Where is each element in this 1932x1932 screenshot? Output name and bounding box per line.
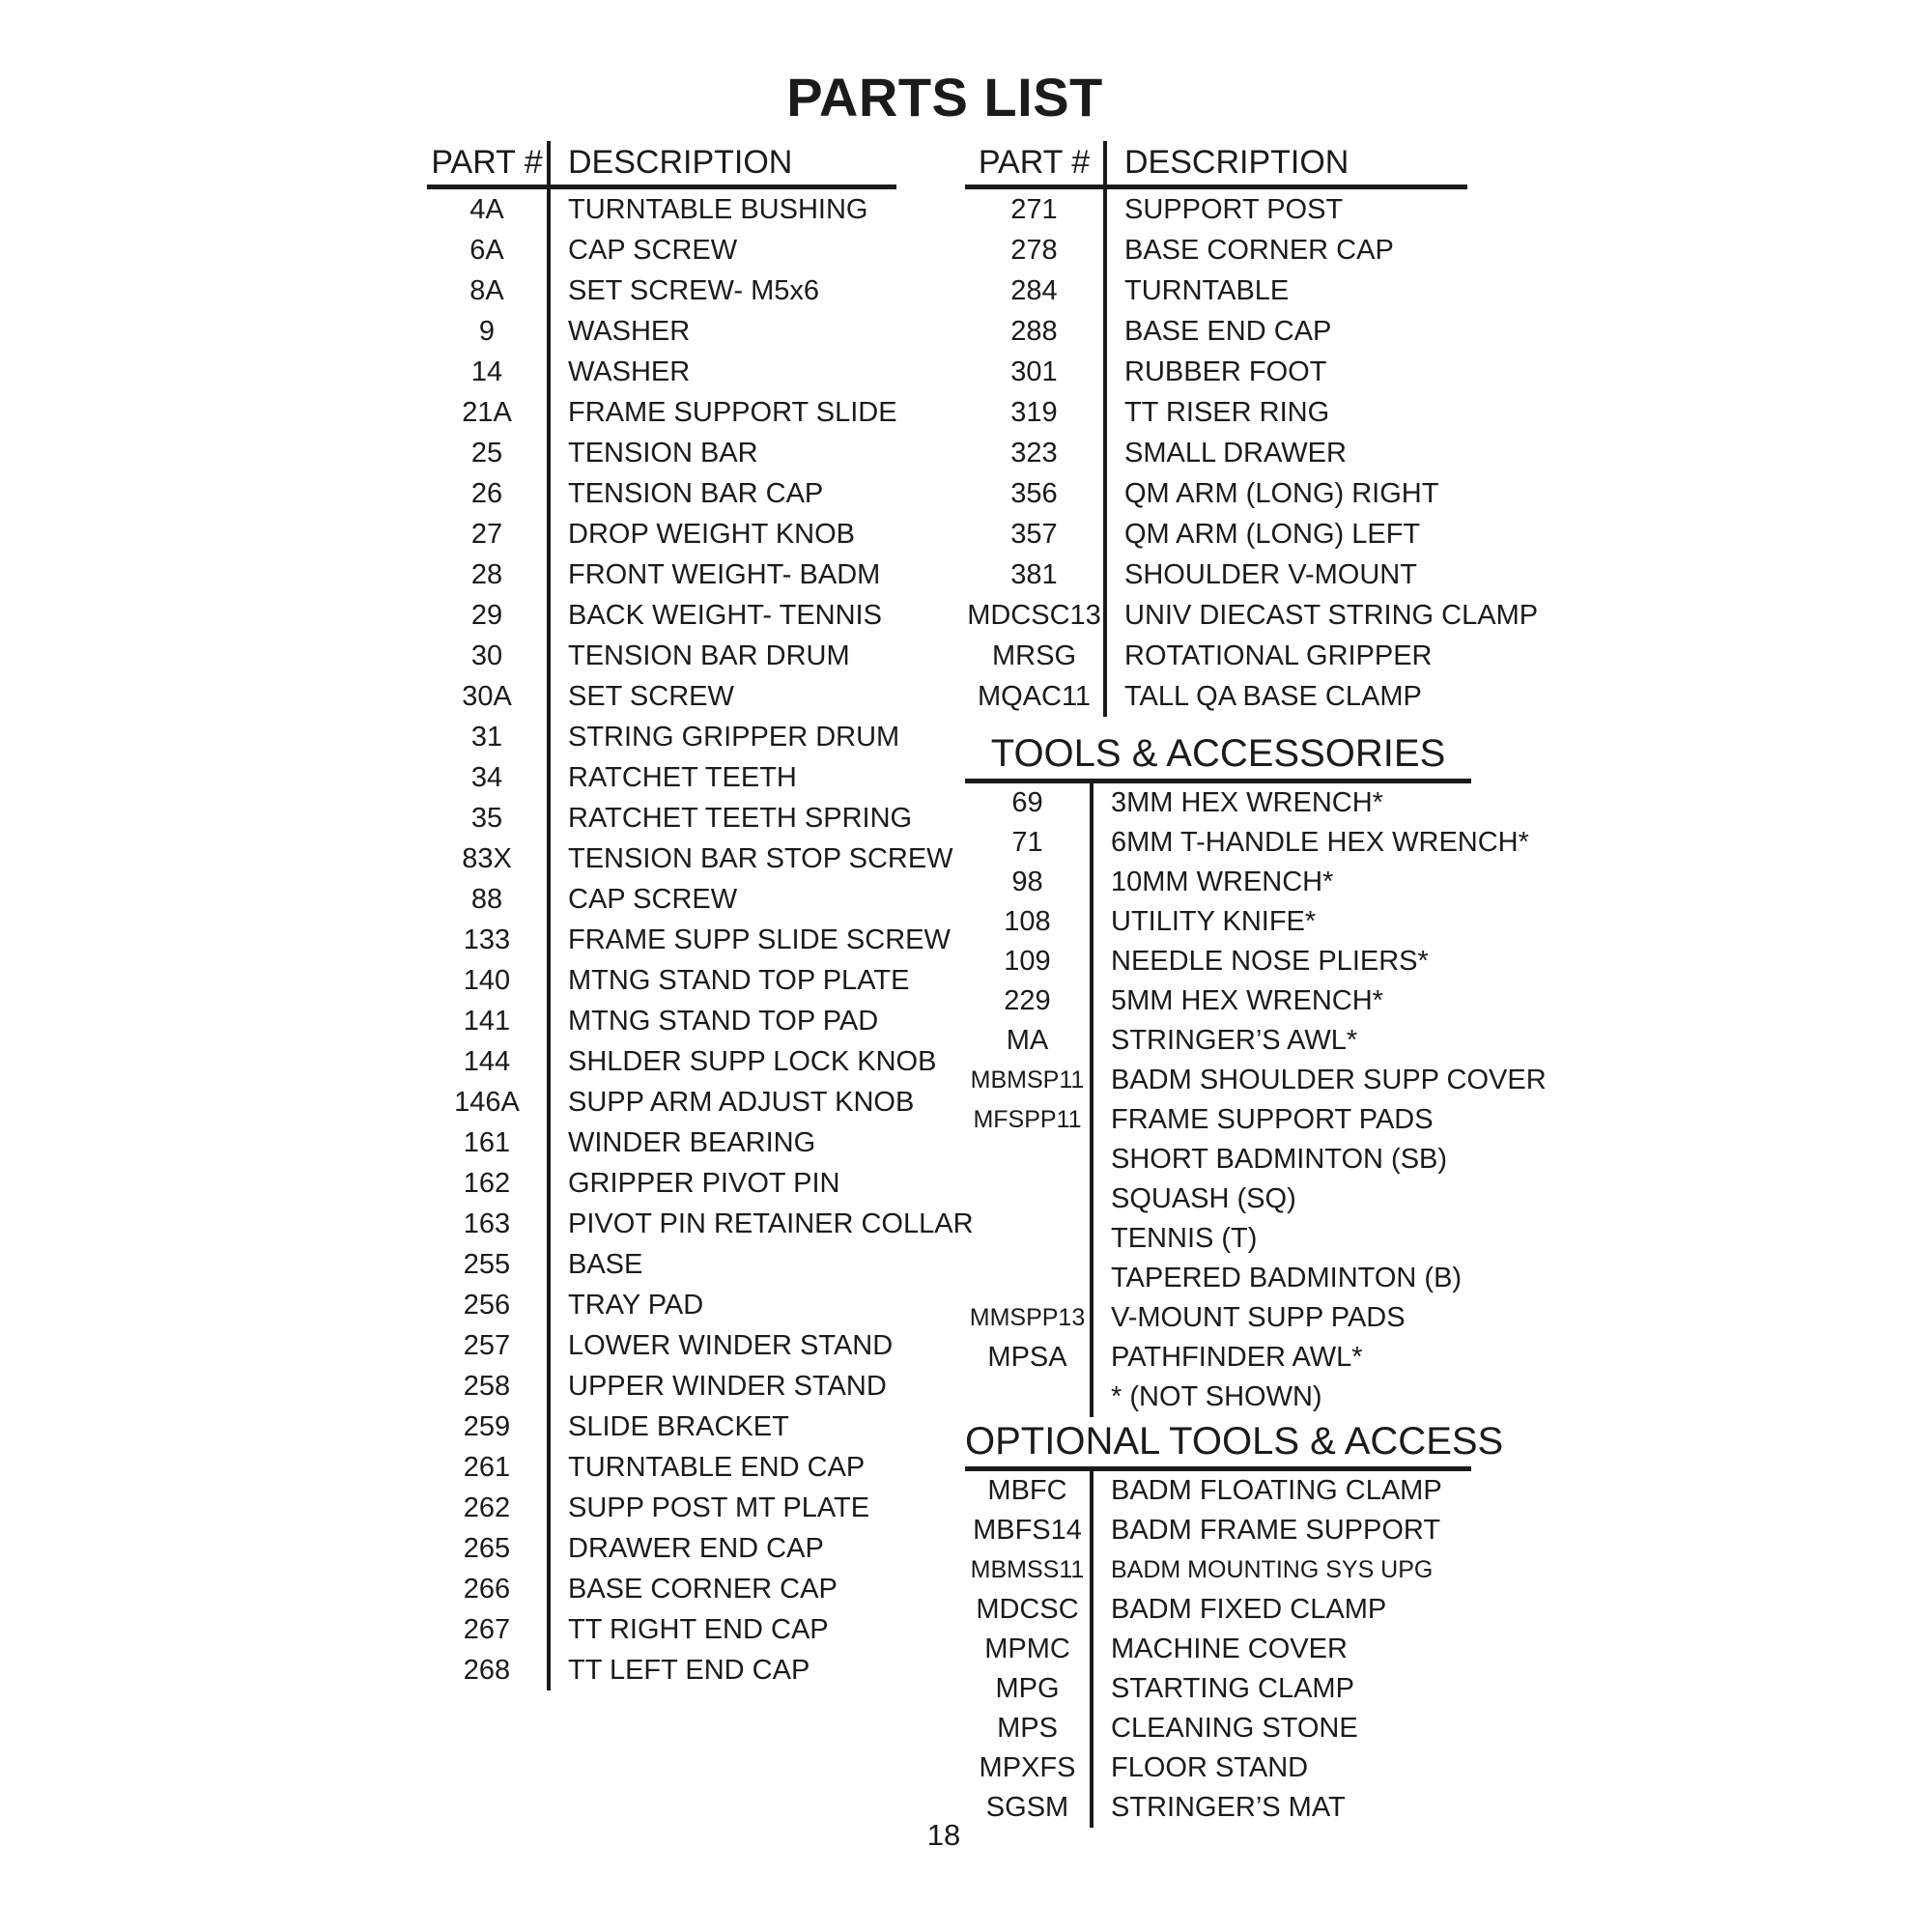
part-number-cell: 29 <box>470 599 503 631</box>
table-row <box>965 270 1467 311</box>
part-number-cell: MPMC <box>984 1634 1070 1664</box>
part-number-cell: 9 <box>478 315 496 347</box>
part-number-cell: 8A <box>469 274 504 306</box>
description-header: DESCRIPTION <box>568 144 793 181</box>
part-number-cell: 257 <box>463 1329 511 1361</box>
table-row <box>965 433 1467 473</box>
description-cell: DRAWER END CAP <box>568 1532 824 1564</box>
part-number-cell: 229 <box>1004 985 1051 1016</box>
description-cell: SLIDE BRACKET <box>568 1410 789 1442</box>
part-number-cell: 69 <box>1011 787 1043 818</box>
part-number-cell: 256 <box>463 1289 511 1321</box>
table-row <box>427 1488 896 1528</box>
description-cell: LOWER WINDER STAND <box>568 1329 894 1361</box>
description-cell: SHOULDER V-MOUNT <box>1124 558 1417 590</box>
table-row <box>427 960 910 1001</box>
part-number-cell: MMSPP13 <box>969 1304 1086 1331</box>
part-number-cell: MRSG <box>992 639 1076 671</box>
table-row <box>965 189 1467 230</box>
part-number-cell: 14 <box>470 355 503 387</box>
description-cell: BADM FLOATING CLAMP <box>1111 1475 1442 1506</box>
part-number-cell: 83X <box>462 842 512 874</box>
table-row <box>427 1609 896 1650</box>
table-row <box>427 514 896 554</box>
description-cell: WINDER BEARING <box>568 1126 816 1158</box>
description-cell: 3MM HEX WRENCH* <box>1111 787 1383 818</box>
table-row <box>965 1179 1471 1219</box>
table-row <box>427 1650 896 1690</box>
left-parts-rows <box>427 189 974 1690</box>
description-cell: 5MM HEX WRENCH* <box>1111 985 1383 1016</box>
description-cell: PATHFINDER AWL* <box>1111 1342 1363 1373</box>
table-row <box>965 1709 1471 1748</box>
description-cell: TT RISER RING <box>1124 396 1330 428</box>
part-number-cell: 35 <box>470 802 503 834</box>
left-parts-table <box>427 141 974 1690</box>
part-number-cell: MPG <box>995 1673 1060 1704</box>
description-cell: STRINGER’S MAT <box>1111 1792 1346 1823</box>
part-number-cell: 108 <box>1004 906 1051 937</box>
description-cell: FRAME SUPPORT SLIDE <box>568 396 897 428</box>
table-row <box>965 554 1467 595</box>
table-row <box>965 1511 1471 1550</box>
column-divider <box>547 141 551 1690</box>
description-cell: TALL QA BASE CLAMP <box>1124 680 1422 712</box>
part-number-cell: 25 <box>470 437 503 469</box>
part-number-cell: 141 <box>463 1005 511 1037</box>
description-cell: SUPPORT POST <box>1124 193 1344 225</box>
table-header-row <box>965 141 1467 189</box>
description-cell: GRIPPER PIVOT PIN <box>568 1167 840 1199</box>
table-row <box>965 676 1467 717</box>
description-cell: TENSION BAR <box>568 437 758 469</box>
description-cell: V-MOUNT SUPP PADS <box>1111 1302 1406 1333</box>
description-cell: TENNIS (T) <box>1111 1223 1258 1254</box>
table-row <box>427 920 951 960</box>
table-row <box>427 270 896 311</box>
description-cell: RATCHET TEETH <box>568 761 797 793</box>
description-cell: ROTATIONAL GRIPPER <box>1124 639 1433 671</box>
part-number-cell: MQAC11 <box>977 680 1092 712</box>
table-row <box>965 823 1529 863</box>
description-cell: CAP SCREW <box>568 883 738 915</box>
part-number-cell: 258 <box>463 1370 511 1402</box>
part-number-cell: 267 <box>463 1613 511 1645</box>
part-number-cell: 162 <box>463 1167 511 1199</box>
table-row <box>427 838 953 879</box>
description-cell: BASE END CAP <box>1124 315 1332 347</box>
description-cell: SUPP ARM ADJUST KNOB <box>568 1086 915 1118</box>
description-cell: BASE CORNER CAP <box>1124 234 1394 266</box>
table-row <box>427 352 896 392</box>
optional-tools-heading: OPTIONAL TOOLS & ACCESS <box>965 1420 1504 1463</box>
table-row <box>427 757 896 798</box>
description-cell: BADM FIXED CLAMP <box>1111 1594 1387 1625</box>
table-row <box>965 1219 1471 1259</box>
part-number-cell: MBFS14 <box>973 1515 1082 1546</box>
right-parts-table <box>965 141 1539 717</box>
table-row <box>965 352 1467 392</box>
tools-accessories-heading: TOOLS & ACCESSORIES <box>990 732 1446 775</box>
table-row <box>427 676 896 717</box>
part-number-header: PART # <box>431 144 543 181</box>
description-cell: * (NOT SHOWN) <box>1111 1381 1322 1412</box>
description-cell: STRING GRIPPER DRUM <box>568 721 900 753</box>
part-number-cell: 98 <box>1011 867 1043 897</box>
part-number-cell: MPS <box>997 1713 1058 1744</box>
part-number-cell: MBMSS11 <box>970 1556 1085 1583</box>
description-cell: 10MM WRENCH* <box>1111 867 1334 897</box>
description-cell: SMALL DRAWER <box>1124 437 1347 469</box>
table-row <box>427 189 896 230</box>
description-cell: TURNTABLE END CAP <box>568 1451 866 1483</box>
table-row <box>965 1338 1471 1378</box>
description-cell: TT RIGHT END CAP <box>568 1613 829 1645</box>
table-row <box>965 473 1467 514</box>
description-cell: WASHER <box>568 355 691 387</box>
part-number-cell: SGSM <box>985 1792 1069 1823</box>
description-cell: DROP WEIGHT KNOB <box>568 518 856 550</box>
description-cell: TT LEFT END CAP <box>568 1654 810 1686</box>
part-number-cell: 31 <box>470 721 503 753</box>
part-number-cell: 381 <box>1010 558 1058 590</box>
table-row <box>427 1001 896 1041</box>
page-title: PARTS LIST <box>786 67 1103 128</box>
table-row <box>427 230 896 270</box>
table-row <box>965 230 1467 270</box>
part-number-cell: 144 <box>463 1045 511 1077</box>
table-row <box>965 1550 1471 1590</box>
table-row <box>965 1298 1471 1338</box>
description-cell: STARTING CLAMP <box>1111 1673 1354 1704</box>
table-row <box>427 798 913 838</box>
description-cell: MACHINE COVER <box>1111 1634 1348 1664</box>
table-row <box>965 1630 1471 1669</box>
page-number: 18 <box>926 1818 961 1852</box>
part-number-cell: 319 <box>1010 396 1058 428</box>
part-number-cell: 255 <box>463 1248 511 1280</box>
part-number-cell: 34 <box>470 761 503 793</box>
part-number-cell: 268 <box>463 1654 511 1686</box>
column-divider <box>1103 141 1107 717</box>
part-number-cell: 27 <box>470 518 503 550</box>
description-cell: BASE <box>568 1248 643 1280</box>
description-cell: QM ARM (LONG) LEFT <box>1124 518 1421 550</box>
description-cell: WASHER <box>568 315 691 347</box>
description-cell: MTNG STAND TOP PAD <box>568 1005 879 1037</box>
description-cell: STRINGER’S AWL* <box>1111 1025 1358 1056</box>
description-cell: TURNTABLE <box>1124 274 1290 306</box>
description-cell: SET SCREW <box>568 680 734 712</box>
table-row <box>427 1406 896 1447</box>
description-cell: FRAME SUPPORT PADS <box>1111 1104 1434 1135</box>
description-cell: SQUASH (SQ) <box>1111 1183 1296 1214</box>
tools-accessories-section <box>965 728 1547 1417</box>
column-divider <box>1090 783 1094 1417</box>
table-row <box>965 1471 1471 1511</box>
table-row <box>965 981 1471 1021</box>
tools-accessories-rows <box>965 783 1547 1417</box>
table-row <box>965 1061 1547 1100</box>
table-row <box>427 433 896 473</box>
table-row <box>427 1447 896 1488</box>
part-number-cell: 265 <box>463 1532 511 1564</box>
description-cell: UPPER WINDER STAND <box>568 1370 887 1402</box>
table-row <box>965 1100 1471 1140</box>
table-row <box>965 863 1471 902</box>
column-divider <box>1090 1471 1094 1828</box>
description-cell: RATCHET TEETH SPRING <box>568 802 913 834</box>
part-number-cell: 266 <box>463 1573 511 1605</box>
description-cell: UNIV DIECAST STRING CLAMP <box>1124 599 1539 631</box>
part-number-cell: 21A <box>462 396 512 428</box>
table-row <box>427 595 896 636</box>
part-number-cell: 301 <box>1010 355 1058 387</box>
description-cell: FLOOR STAND <box>1111 1752 1309 1783</box>
table-row <box>427 1204 974 1244</box>
description-cell: TURNTABLE BUSHING <box>568 193 868 225</box>
table-row <box>427 392 896 433</box>
table-row <box>965 902 1471 942</box>
table-row <box>965 514 1467 554</box>
table-row <box>965 636 1467 676</box>
part-number-cell: 28 <box>470 558 503 590</box>
table-row <box>427 1528 896 1569</box>
part-number-cell: 356 <box>1010 477 1058 509</box>
table-row <box>965 392 1467 433</box>
part-number-cell: 146A <box>454 1086 520 1118</box>
part-number-cell: MDCSC <box>976 1594 1079 1625</box>
description-cell: TENSION BAR CAP <box>568 477 824 509</box>
description-cell: SHLDER SUPP LOCK KNOB <box>568 1045 937 1077</box>
part-number-cell: 30A <box>462 680 512 712</box>
table-row <box>965 1669 1471 1709</box>
description-cell: FRONT WEIGHT- BADM <box>568 558 881 590</box>
part-number-cell: 4A <box>469 193 504 225</box>
part-number-cell: 259 <box>463 1410 511 1442</box>
table-row <box>427 1244 896 1285</box>
description-cell: 6MM T-HANDLE HEX WRENCH* <box>1111 827 1529 858</box>
description-cell: UTILITY KNIFE* <box>1111 906 1317 937</box>
part-number-cell: MBMSP11 <box>970 1066 1085 1094</box>
part-number-cell: 26 <box>470 477 503 509</box>
description-cell: BASE CORNER CAP <box>568 1573 838 1605</box>
part-number-cell: MPXFS <box>979 1752 1076 1783</box>
table-row <box>965 311 1467 352</box>
table-row <box>965 1748 1471 1788</box>
description-header: DESCRIPTION <box>1124 144 1350 181</box>
part-number-cell: 6A <box>469 234 504 266</box>
table-row <box>965 1021 1471 1061</box>
description-cell: BADM SHOULDER SUPP COVER <box>1111 1065 1547 1095</box>
part-number-cell: 271 <box>1010 193 1058 225</box>
part-number-header: PART # <box>978 144 1091 181</box>
part-number-cell: 262 <box>463 1492 511 1523</box>
part-number-cell: MA <box>1006 1025 1049 1056</box>
right-parts-rows <box>965 189 1539 717</box>
table-row <box>427 473 896 514</box>
table-row <box>427 311 896 352</box>
part-number-cell: 284 <box>1010 274 1058 306</box>
description-cell: TRAY PAD <box>568 1289 704 1321</box>
table-row <box>427 1163 896 1204</box>
part-number-cell: 133 <box>463 923 511 955</box>
table-row <box>427 1366 896 1406</box>
part-number-cell: 163 <box>463 1208 511 1239</box>
description-cell: TENSION BAR STOP SCREW <box>568 842 953 874</box>
description-cell: MTNG STAND TOP PLATE <box>568 964 910 996</box>
table-row <box>427 1041 937 1082</box>
description-cell: NEEDLE NOSE PLIERS* <box>1111 946 1429 977</box>
description-cell: SHORT BADMINTON (SB) <box>1111 1144 1448 1175</box>
description-cell: CAP SCREW <box>568 234 738 266</box>
optional-tools-table <box>965 1466 1471 1828</box>
table-row <box>427 1325 896 1366</box>
table-row <box>965 783 1471 823</box>
description-cell: BADM MOUNTING SYS UPG <box>1111 1556 1434 1583</box>
part-number-cell: 71 <box>1011 827 1043 858</box>
table-row <box>965 942 1471 981</box>
table-row <box>965 1140 1471 1179</box>
table-row <box>427 636 896 676</box>
description-cell: SET SCREW- M5x6 <box>568 274 819 306</box>
part-number-cell: 109 <box>1004 946 1051 977</box>
part-number-cell: 88 <box>470 883 503 915</box>
table-row <box>427 1285 896 1325</box>
part-number-cell: 278 <box>1010 234 1058 266</box>
part-number-cell: 30 <box>470 639 503 671</box>
table-row <box>427 1082 915 1122</box>
part-number-cell: MFSPP11 <box>973 1106 1082 1133</box>
description-cell: PIVOT PIN RETAINER COLLAR <box>568 1208 974 1239</box>
part-number-cell: MBFC <box>987 1475 1067 1506</box>
description-cell: RUBBER FOOT <box>1124 355 1327 387</box>
description-cell: CLEANING STONE <box>1111 1713 1358 1744</box>
part-number-cell: 140 <box>463 964 511 996</box>
description-cell: FRAME SUPP SLIDE SCREW <box>568 923 951 955</box>
part-number-cell: 161 <box>463 1126 511 1158</box>
table-row <box>965 1259 1471 1298</box>
table-row <box>427 879 896 920</box>
part-number-cell: 323 <box>1010 437 1058 469</box>
part-number-cell: MPSA <box>987 1342 1067 1373</box>
part-number-cell: 288 <box>1010 315 1058 347</box>
description-cell: QM ARM (LONG) RIGHT <box>1124 477 1439 509</box>
table-row <box>965 1590 1471 1630</box>
part-number-cell: MDCSC13 <box>967 599 1101 631</box>
table-header-row <box>427 141 896 189</box>
table-row <box>427 554 896 595</box>
table-row <box>965 1378 1471 1417</box>
description-cell: BACK WEIGHT- TENNIS <box>568 599 882 631</box>
part-number-cell: 357 <box>1010 518 1058 550</box>
description-cell: SUPP POST MT PLATE <box>568 1492 870 1523</box>
table-row <box>965 595 1539 636</box>
optional-tools-section <box>965 1416 1504 1828</box>
description-cell: TAPERED BADMINTON (B) <box>1111 1263 1463 1293</box>
table-row <box>427 717 900 757</box>
description-cell: TENSION BAR DRUM <box>568 639 850 671</box>
tools-accessories-table <box>965 779 1547 1417</box>
description-cell: BADM FRAME SUPPORT <box>1111 1515 1441 1546</box>
table-row <box>427 1122 896 1163</box>
table-row <box>427 1569 896 1609</box>
optional-tools-rows <box>965 1471 1471 1828</box>
part-number-cell: 261 <box>463 1451 511 1483</box>
